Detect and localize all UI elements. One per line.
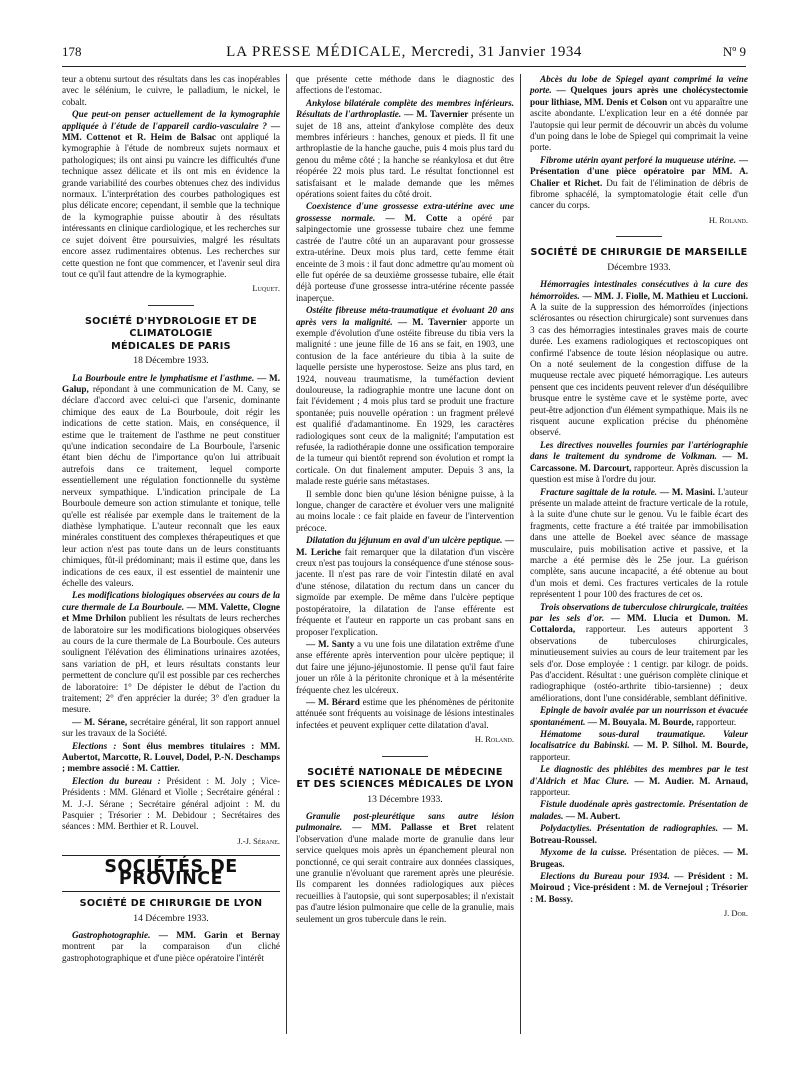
article-abces: Abcès du lobe de Spiegel ayant comprimé la veine porte. — Quelques jours après une cholécystectomie pour lithiase, MM. Denis et Colson ont vu apparaître une ascite abondante. L'explication leur en a été donnée par l'autopsie qui leur permit de découvrir un abcès du volume d'un poing dans le lobe de Spiegel qui comprimait la veine porte. [530, 74, 749, 153]
journal-name: LA PRESSE MÉDICALE, [226, 44, 407, 60]
article-ankylose: Ankylose bilatérale complète des membres inférieurs. Résultats de l'arthroplastie. — M. Tavernier présente un sujet de 18 ans, atteint d'ankylose complète des deux membres inférieurs : hanches, genoux et pieds. Il fit une arthroplastie de la hanche gauche, puis 4 mois plus tard du genou du même côté ; la hanche se réankylosa et dut être réopérée 22 mois plus tard. Le résultat fonctionnel est satisfaisant et le malade demande que les mêmes opérations soient faites du côté droit. [296, 97, 515, 200]
page-number: 178 [62, 44, 82, 59]
signature: J.-J. Sérane. [237, 835, 280, 846]
divider [382, 756, 428, 757]
article-coexistence: Coexistence d'une grossesse extra-utérine avec une grossesse normale. — M. Cotte a opéré par salpingectomie une grossesse tubaire chez une femme castrée de l'autre côté un an auparavant pour grossesse extra-utérine. Deux mois plus tard, cette femme était enceinte de 3 mois : il faut donc admettre qu'au moment où elle fut opérée de sa deuxième grossesse tubaire, elle était déjà porteuse d'une grossesse intra-utérine récente passée inaperçue. [296, 201, 515, 303]
section-heading: SOCIÉTÉS DE PROVINCE [62, 855, 280, 892]
column-3 [530, 74, 748, 926]
session-date: 14 Décembre 1933. [133, 912, 209, 924]
society-title: SOCIÉTÉ DE CHIRURGIE DE LYON [79, 898, 263, 910]
society-title: SOCIÉTÉ DE CHIRURGIE DE MARSEILLE [530, 247, 748, 259]
society-title: SOCIÉTÉ NATIONALE DE MÉDECINE ET DES SCIENCES MÉDICALES DE LYON [296, 766, 514, 791]
article-santy: — M. Santy a vu une fois une dilatation extrême d'une anse efférente après intervention pour ulcère peptique; il dut faire une jéjuno-jéjunostomie. Il pense qu'il faut faire jouer un rôle à la péritonite chronique et à la mésentérite fréquente chez les ulcéreux. [296, 638, 515, 695]
signature: H. Roland. [708, 214, 748, 225]
divider [148, 305, 194, 306]
signature: J. Dor. [723, 908, 748, 919]
article-gastro: Gastrophotographie. — MM. Garin et Bernay montrent par la comparaison d'un cliché gastrophotographique et d'une pièce opératoire l'intérêt [62, 930, 281, 963]
article-fibrome: Fibrome utérin ayant perforé la muqueuse utérine. — Présentation d'une pièce opératoire par MM. A. Chalier et Richet. Du fait de l'élimination de débris de fibrome sphacélé, la symptomatologie était celle d'un cancer du corps. [530, 154, 749, 211]
article-directives: Les directives nouvelles fournies par l'artériographie dans le traitement du syndrome de Volkman. — M. Carcassone. M. Darcourt, rapporteur. Après discussion la question est mise à l'ordre du jour. [530, 439, 749, 485]
article-dilatation: Dilatation du jéjunum en aval d'un ulcère peptique. — M. Leriche fait remarquer que la dilatation d'un viscère creux n'est pas toujours la conséquence d'une sténose sous-jacente. Il n'est pas rare de voir l'intestin dilaté en aval d'une sténose, dilatation du rectum dans un cancer du sigmoïde par exemple. De même dans l'ulcère peptique postopératoire, la dilatation de l'anse efférente est fréquente et l'auteur en rapporte un cas probant sans en proposer l'explication. [296, 535, 514, 637]
article-modifications: Les modifications biologiques observées au cours de la cure thermale de La Bourboule. — MM. Valette, Clogne et Mme Drhilon publient les résultats de leurs recherches de laboratoire sur les modifications biologiques observées au cours de la cure thermale de La Bourboule. Ces auteurs soulignent l'élévation des éliminations urinaires azotées, sans variation de pH, et leurs résultats constants leur permettent de conclure qu'il est possible par ces recherches de laboratoire: 1° De dépister le début de l'action du traitement; 2° d'en apprécier la durée; 3° d'en graduer la mesure. [62, 590, 281, 715]
article-kymographie: Que peut-on penser actuellement de la kymographie appliquée à l'étude de l'appareil cardio-vasculaire ? — MM. Cottenot et R. Heim de Balsac ont appliqué la kymographie à l'étude de nombreux sujets normaux et pathologiques; ils ont ainsi pu vaincre les difficultés d'une technique assez délicate et ils ont mis en évidence la grande variabilité des courbes obtenues chez des individus normaux. L'interprétation des courbes pathologiques est plus délicate encore; cependant, il semble que la technique de la kymographie puisse aboutir à des résultats intéressants en clinique cardiologique, et les recherches sur ce sujet doivent être poursuivies, malgré les résultats encore assez rudimentaires obtenus. Les recherches sur cette question ne font que commencer, et l'avenir seul dira tout ce qu'il faut attendre de la kymographie. [62, 109, 281, 279]
article-polydactylies: Polydactylies. Présentation de radiographies. — M. Botreau-Roussel. [530, 823, 748, 845]
election-bureau: Election du bureau : Président : M. Joly ; Vice-Présidents : MM. Glénard et Violle ; Secrétaire général : M. J.-J. Sérane ; Secrétaire général adjoint : M. du Pasquier ; Trésorier : M. Debidour ; Secrétaires des séances : MM. Berthier et R. Louvel. [62, 775, 281, 832]
column-1 [62, 74, 280, 965]
signature: Luquet. [252, 283, 280, 294]
column-separator [520, 74, 521, 1034]
article-myxome: Myxome de la cuisse. Présentation de pièces. — M. Brugeas. [530, 847, 748, 869]
article-bourboule: La Bourboule entre le lymphatisme et l'asthme. — M. Galup, répondant à une communication de M. Cany, se déclare d'accord avec celui-ci que l'arsenic, dominante chimique des eaux de La Bourboule, doit régir les indications de cette station. Mais, en conséquence, il estime que le traitement de l'asthme ne peut constituer qu'une indication secondaire de La Bourboule, l'arsenic étant bien déchu de l'importance qu'on lui attribuait autrefois dans ce traitement, lequel comporte essentiellement une régulation fonctionnelle du système nerveux sympathique. L'indication principale de La Bourboule demeure son action stimulante et tonique, telle qu'elle est réalisée par exemple dans le traitement de la diathèse lymphatique. L'auteur reconnaît que les eaux minérales constituent des complexes thérapeutiques et que leur action n'est pas toute dans un de leurs constituants chimiques, fût-il prédominant; mais il estime que, dans les indications de ces eaux, il est essentiel de maintenir une échelle des valeurs. [62, 372, 281, 588]
article-hematome: Hématome sous-dural traumatique. Valeur localisatrice du Babinski. — M. P. Silhol. M. Bourde, rapporteur. [530, 729, 748, 762]
journal-title [122, 44, 686, 61]
session-date: 18 Décembre 1933. [133, 355, 209, 367]
article-elections-1934: Elections du Bureau pour 1934. — Président : M. Moiroud ; Vice-président : M. de Vernejoul ; Trésorier : M. Bossy. [530, 870, 749, 904]
issue-number: Nº 9 [722, 44, 746, 59]
issue-date: Mercredi, 31 Janvier 1934 [411, 44, 582, 60]
article-granulie: Granulie post-pleurétique sans autre lésion pulmonaire. — MM. Pallasse et Bret relatent l'observation d'une malade morte de granulie dans leur service quelques mois après un épanchement pleural non ponctionné, ce qui serait contraire aux données classiques, une granulie n'évoluant que rarement après une pleurésie. Ils comparent les données radiologiques aux pièces recueillies à l'autopsie, qui sont superposables; il n'existait pas d'autre lésion pulmonaire que celle de la granulie, mais seulement un gros tubercule dans le rein. [296, 810, 515, 924]
article-serane: — M. Sérane, secrétaire général, lit son rapport annuel sur les travaux de la Société. [62, 716, 281, 739]
page-header [62, 44, 746, 66]
paragraph: teur a obtenu surtout des résultats dans les cas inopérables avec le sélénium, le cuivre, le palladium, le nickel, le cobalt. [62, 74, 280, 107]
session-date: Décembre 1933. [607, 261, 671, 273]
article-diagnostic: Le diagnostic des phlébites des membres par le test d'Aldrich et Mac Clure. — M. Audier. M. Arnaud, rapporteur. [530, 764, 749, 798]
article-tuberculose: Trois observations de tuberculose chirurgicale, traitées par les sels d'or. — MM. Llucia et Dumon. M. Cottalorda, rapporteur. Les auteurs apportent 3 observations de tuberculoses chirurgicales, minutieusement suivies au cours de leur traitement par les sels d'or. Dose employée : 1 centigr. par kilogr. de poids. Pas d'accident. Résultat : une guérison complète clinique et radiographique (ostéo-arthrite tibio-tarsienne) ; deux améliorations, dont l'une considérable, semblant définitive. [530, 601, 749, 703]
article-berard: — M. Bérard estime que les phénomènes de péritonite atténuée sont fréquents au voisinage de lésions intestinales infectées et peuvent expliquer cette dilatation d'aval. [296, 696, 514, 730]
session-date: 13 Décembre 1933. [367, 793, 443, 805]
column-2 [296, 74, 514, 926]
paragraph: Il semble donc bien qu'une lésion bénigne puisse, à la longue, changer de caractère et évoluer vers une malignité au moins locale : ce fait plaide en faveur de l'intervention précoce. [296, 488, 514, 533]
article-hemorragies: Hémorragies intestinales consécutives à la cure des hémorroïdes. — MM. J. Fiolle, M. Mathieu et Luccioni. A la suite de la suppression des hémorroïdes (injections sclérosantes ou résection chirurgicale) sont survenues dans 3 cas des hémorragies intestinales graves mais de courte durée. Les examens radiologiques et rectoscopiques ont confirmé l'absence de toute lésion néoplasique ou autre. On a noté seulement de la congestion diffuse de la muqueuse rectale avec piqueté hémorragique. Les auteurs pensent que ces incidents peuvent relever d'un déséquilibre brusque entre le système cave et le système porte, avec peut-être adjonction d'un élément sympathique. Mais ils ne risquent aucune explication précise du phénomène observé. [530, 279, 748, 438]
article-fracture: Fracture sagittale de la rotule. — M. Masini. L'auteur présente un malade atteint de fracture verticale de la rotule, à la suite d'une chute sur le genou. Vu le faible écart des fragments, cette fracture a été traitée par immobilisation dans une attelle de Boekel avec séance de massage musculaire, puis mobilisation active et passive, et la marche a été permise dès le 25e jour. La guérison complète, sans aucune incapacité, a été obtenue au bout d'un mois et demi. Ces fractures verticales de la rotule représentent 1 pour 100 des fractures de cet os. [530, 486, 748, 600]
article-epingle: Epingle de bavoir avalée par un nourrisson et évacuée spontanément. — M. Bouyala. M. Bourde, rapporteur. [530, 705, 748, 727]
signature: H. Roland. [474, 734, 514, 745]
column-separator [286, 74, 287, 1034]
elections: Elections : Sont élus membres titulaires : MM. Aubertot, Marcotte, R. Louvel, Dodel, P.-N. Deschamps ; membre associé : M. Cattier. [62, 740, 281, 774]
article-fistule: Fistule duodénale après gastrectomie. Présentation de malades. — M. Aubert. [530, 799, 748, 821]
society-title: SOCIÉTÉ D'HYDROLOGIE ET DE CLIMATOLOGIE MÉDICALES DE PARIS [84, 315, 258, 352]
divider [616, 236, 662, 237]
paragraph: que présente cette méthode dans le diagnostic des affections de l'estomac. [296, 74, 514, 96]
header-rule [62, 66, 746, 67]
article-osteite: Ostéite fibreuse méta-traumatique et évoluant 20 ans après vers la malignité. — M. Tavernier apporte un exemple d'évolution d'une ostéite fibreuse du tibia vers la malignité : une jeune fille de 16 ans se fait, en 1903, une contusion de la face antérieure du tibia à la suite de laquelle persiste une hyperostose. Seize ans plus tard, en 1924, nouveau traumatisme, la tuméfaction devient douloureuse, la radiographie montre une lacune dont on fait l'évidement ; 4 mois plus tard se produit une fracture spontanée; puis nouvelle opération : un fragment prélevé est qualifié d'adamantinome. En 1929, les caractères radiologiques sont ceux de la malignité; l'amputation est refusée, la radiothérapie donne une ossification temporaire de la tumeur qui bientôt reprend son évolution et rompt la corticale. On dut finalement amputer. Depuis 3 ans, la malade reste guérie sans métastases. [296, 305, 515, 487]
